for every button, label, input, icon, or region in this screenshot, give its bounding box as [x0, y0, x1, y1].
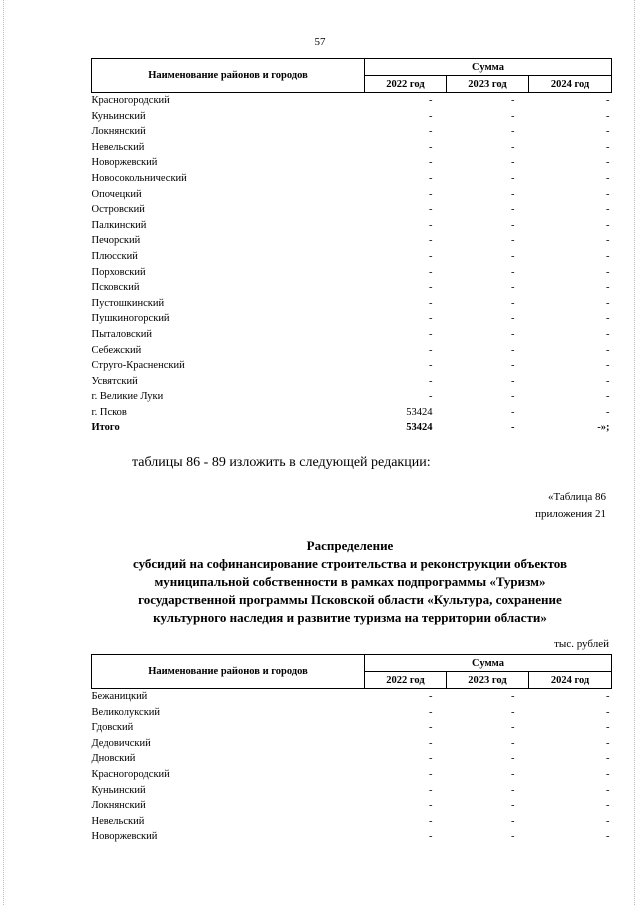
value-2024: - [606, 691, 610, 702]
district-name: Локнянский [91, 126, 146, 138]
units-label: тыс. рублей [554, 638, 609, 650]
total-2022: 53424 [406, 422, 433, 434]
value-2023: - [511, 722, 515, 734]
table-row [92, 783, 612, 799]
document-title [0, 537, 640, 627]
value-2023: - [511, 313, 515, 325]
header-sum: Сумма [365, 655, 612, 672]
value-2024: - [606, 737, 610, 749]
value-2022: - [429, 328, 433, 340]
table-row [92, 124, 612, 140]
value-2023: - [511, 266, 515, 278]
table-row [92, 280, 612, 296]
district-name: Бежаницкий [91, 691, 148, 702]
value-2024: - [606, 344, 610, 356]
table-row [92, 140, 612, 156]
value-2023: - [511, 328, 515, 340]
table-2-body [92, 689, 612, 845]
district-name: Дновский [91, 753, 136, 765]
value-2022: - [429, 204, 433, 216]
value-2024: - [606, 282, 610, 294]
district-name: г. Псков [91, 406, 127, 418]
value-2024: - [606, 126, 610, 138]
value-2023: - [511, 360, 515, 372]
district-name: Пушкиногорский [91, 313, 170, 325]
table-row [92, 720, 612, 736]
district-name: Усвятский [91, 375, 138, 387]
value-2023: - [511, 768, 515, 780]
table-row [92, 689, 612, 705]
value-2024: - [606, 204, 610, 216]
value-2022: - [429, 706, 433, 718]
table-row [92, 93, 612, 109]
table-row [92, 265, 612, 281]
value-2024: - [606, 297, 610, 309]
value-2024: - [606, 406, 610, 418]
district-name: Новоржевский [91, 157, 158, 169]
district-name: Порховский [91, 266, 146, 278]
district-name: Невельский [91, 815, 145, 827]
title-line: Распределение [306, 538, 394, 553]
table-row [92, 296, 612, 312]
value-2024: - [606, 375, 610, 387]
title-line: субсидий на софинансирование строительства и реконструкции объектов [132, 556, 567, 571]
value-2024: - [606, 831, 610, 843]
district-name: Островский [91, 204, 145, 216]
value-2023: - [511, 141, 515, 153]
value-2023: - [511, 815, 515, 827]
district-name: Красногородский [91, 95, 170, 106]
value-2023: - [511, 250, 515, 262]
value-2024: - [606, 753, 610, 765]
table-row [92, 171, 612, 187]
value-2024: - [606, 188, 610, 200]
value-2023: - [511, 784, 515, 796]
table-row [92, 736, 612, 752]
district-name: Дедовичский [91, 737, 151, 749]
value-2024: - [606, 172, 610, 184]
value-2022: - [429, 235, 433, 247]
value-2022: - [429, 95, 433, 106]
value-2023: - [511, 375, 515, 387]
value-2023: - [511, 344, 515, 356]
total-label: Итого [91, 422, 120, 434]
instruction-text: таблицы 86 - 89 изложить в следующей редакции: [132, 455, 431, 470]
value-2023: - [511, 157, 515, 169]
value-2024: - [606, 110, 610, 122]
header-year-2023: 2023 год [447, 76, 529, 93]
value-2022: - [429, 126, 433, 138]
value-2022: - [429, 815, 433, 827]
value-2022: - [429, 691, 433, 702]
value-2023: - [511, 95, 515, 106]
value-2023: - [511, 753, 515, 765]
value-2022: - [429, 157, 433, 169]
value-2024: - [606, 706, 610, 718]
table-1-body [92, 93, 612, 421]
title-line: государственной программы Псковской области «Культура, сохранение [138, 592, 562, 607]
total-row [92, 420, 612, 436]
value-2022: - [429, 313, 433, 325]
table-row [92, 829, 612, 845]
value-2024: - [606, 250, 610, 262]
value-2024: - [606, 219, 610, 231]
value-2024: - [606, 360, 610, 372]
table-row [92, 202, 612, 218]
value-2023: - [511, 800, 515, 812]
value-2022: - [429, 297, 433, 309]
table-row [92, 233, 612, 249]
table-reference-line-1: «Таблица 86 [547, 491, 606, 503]
value-2022: - [429, 110, 433, 122]
value-2023: - [511, 235, 515, 247]
value-2022: - [429, 172, 433, 184]
header-year-2024: 2024 год [529, 76, 612, 93]
header-name-column: Наименование районов и городов [92, 655, 365, 689]
title-line: муниципальной собственности в рамках подпрограммы «Туризм» [154, 574, 546, 589]
value-2024: - [606, 391, 610, 403]
value-2022: - [429, 188, 433, 200]
district-name: Плюсский [91, 250, 138, 262]
value-2022: - [429, 375, 433, 387]
page-number: 57 [314, 36, 326, 48]
value-2022: - [429, 250, 433, 262]
district-name: Себежский [91, 344, 142, 356]
district-name: Великолукский [91, 706, 161, 718]
header-sum: Сумма [365, 59, 612, 76]
value-2022: - [429, 360, 433, 372]
value-2022: - [429, 831, 433, 843]
district-name: Струго-Красненский [91, 360, 185, 372]
value-2022: - [429, 784, 433, 796]
value-2022: - [429, 219, 433, 231]
header-year-2023: 2023 год [447, 672, 529, 689]
district-name: Куньинский [91, 110, 146, 122]
value-2024: - [606, 235, 610, 247]
table-row [92, 109, 612, 125]
value-2023: - [511, 204, 515, 216]
value-2024: - [606, 815, 610, 827]
value-2024: - [606, 157, 610, 169]
value-2022: - [429, 800, 433, 812]
left-scan-edge [3, 0, 5, 905]
value-2022: - [429, 141, 433, 153]
value-2022: - [429, 753, 433, 765]
value-2024: - [606, 784, 610, 796]
value-2024: - [606, 328, 610, 340]
value-2023: - [511, 219, 515, 231]
table-row [92, 187, 612, 203]
value-2023: - [511, 691, 515, 702]
title-line: культурного наследия и развитие туризма на территории области» [153, 610, 547, 625]
header-year-2022: 2022 год [365, 672, 447, 689]
total-2023: - [511, 422, 515, 434]
district-name: Гдовский [91, 722, 134, 734]
table-row [92, 767, 612, 783]
table-row [92, 218, 612, 234]
district-name: г. Великие Луки [91, 391, 164, 403]
district-name: Куньинский [91, 784, 146, 796]
value-2022: - [429, 737, 433, 749]
table-row [92, 327, 612, 343]
value-2024: - [606, 722, 610, 734]
table-2 [91, 654, 612, 845]
table-row [92, 155, 612, 171]
value-2024: - [606, 266, 610, 278]
value-2023: - [511, 831, 515, 843]
value-2023: - [511, 172, 515, 184]
table-row [92, 358, 612, 374]
value-2023: - [511, 126, 515, 138]
table-row [92, 343, 612, 359]
value-2024: - [606, 141, 610, 153]
value-2023: - [511, 188, 515, 200]
district-name: Пустошкинский [91, 297, 165, 309]
district-name: Печорский [91, 235, 141, 247]
right-scan-edge [634, 0, 636, 905]
value-2023: - [511, 282, 515, 294]
district-name: Локнянский [91, 800, 146, 812]
table-row [92, 389, 612, 405]
table-row [92, 405, 612, 421]
table-reference [535, 489, 606, 523]
district-name: Пыталовский [91, 328, 152, 340]
table-row [92, 798, 612, 814]
value-2024: - [606, 800, 610, 812]
value-2023: - [511, 110, 515, 122]
table-row [92, 705, 612, 721]
value-2022: - [429, 722, 433, 734]
table-1 [91, 58, 612, 436]
header-year-2022: 2022 год [365, 76, 447, 93]
value-2022: - [429, 266, 433, 278]
district-name: Новосокольнический [91, 172, 187, 184]
table-row [92, 249, 612, 265]
district-name: Псковский [91, 282, 140, 294]
table-reference-line-2: приложения 21 [535, 508, 606, 520]
district-name: Новоржевский [91, 831, 158, 843]
value-2023: - [511, 737, 515, 749]
value-2022: - [429, 344, 433, 356]
value-2022: - [429, 768, 433, 780]
value-2024: - [606, 768, 610, 780]
value-2022: - [429, 282, 433, 294]
value-2023: - [511, 406, 515, 418]
table-row [92, 374, 612, 390]
header-name-column: Наименование районов и городов [92, 59, 365, 93]
value-2024: - [606, 313, 610, 325]
district-name: Опочецкий [91, 188, 142, 200]
value-2023: - [511, 706, 515, 718]
header-year-2024: 2024 год [529, 672, 612, 689]
value-2022: 53424 [406, 406, 433, 418]
district-name: Палкинский [91, 219, 147, 231]
district-name: Красногородский [91, 768, 170, 780]
district-name: Невельский [91, 141, 145, 153]
table-row [92, 751, 612, 767]
total-2024: -»; [597, 422, 610, 434]
value-2023: - [511, 391, 515, 403]
value-2024: - [606, 95, 610, 106]
value-2022: - [429, 391, 433, 403]
value-2023: - [511, 297, 515, 309]
table-row [92, 814, 612, 830]
table-row [92, 311, 612, 327]
